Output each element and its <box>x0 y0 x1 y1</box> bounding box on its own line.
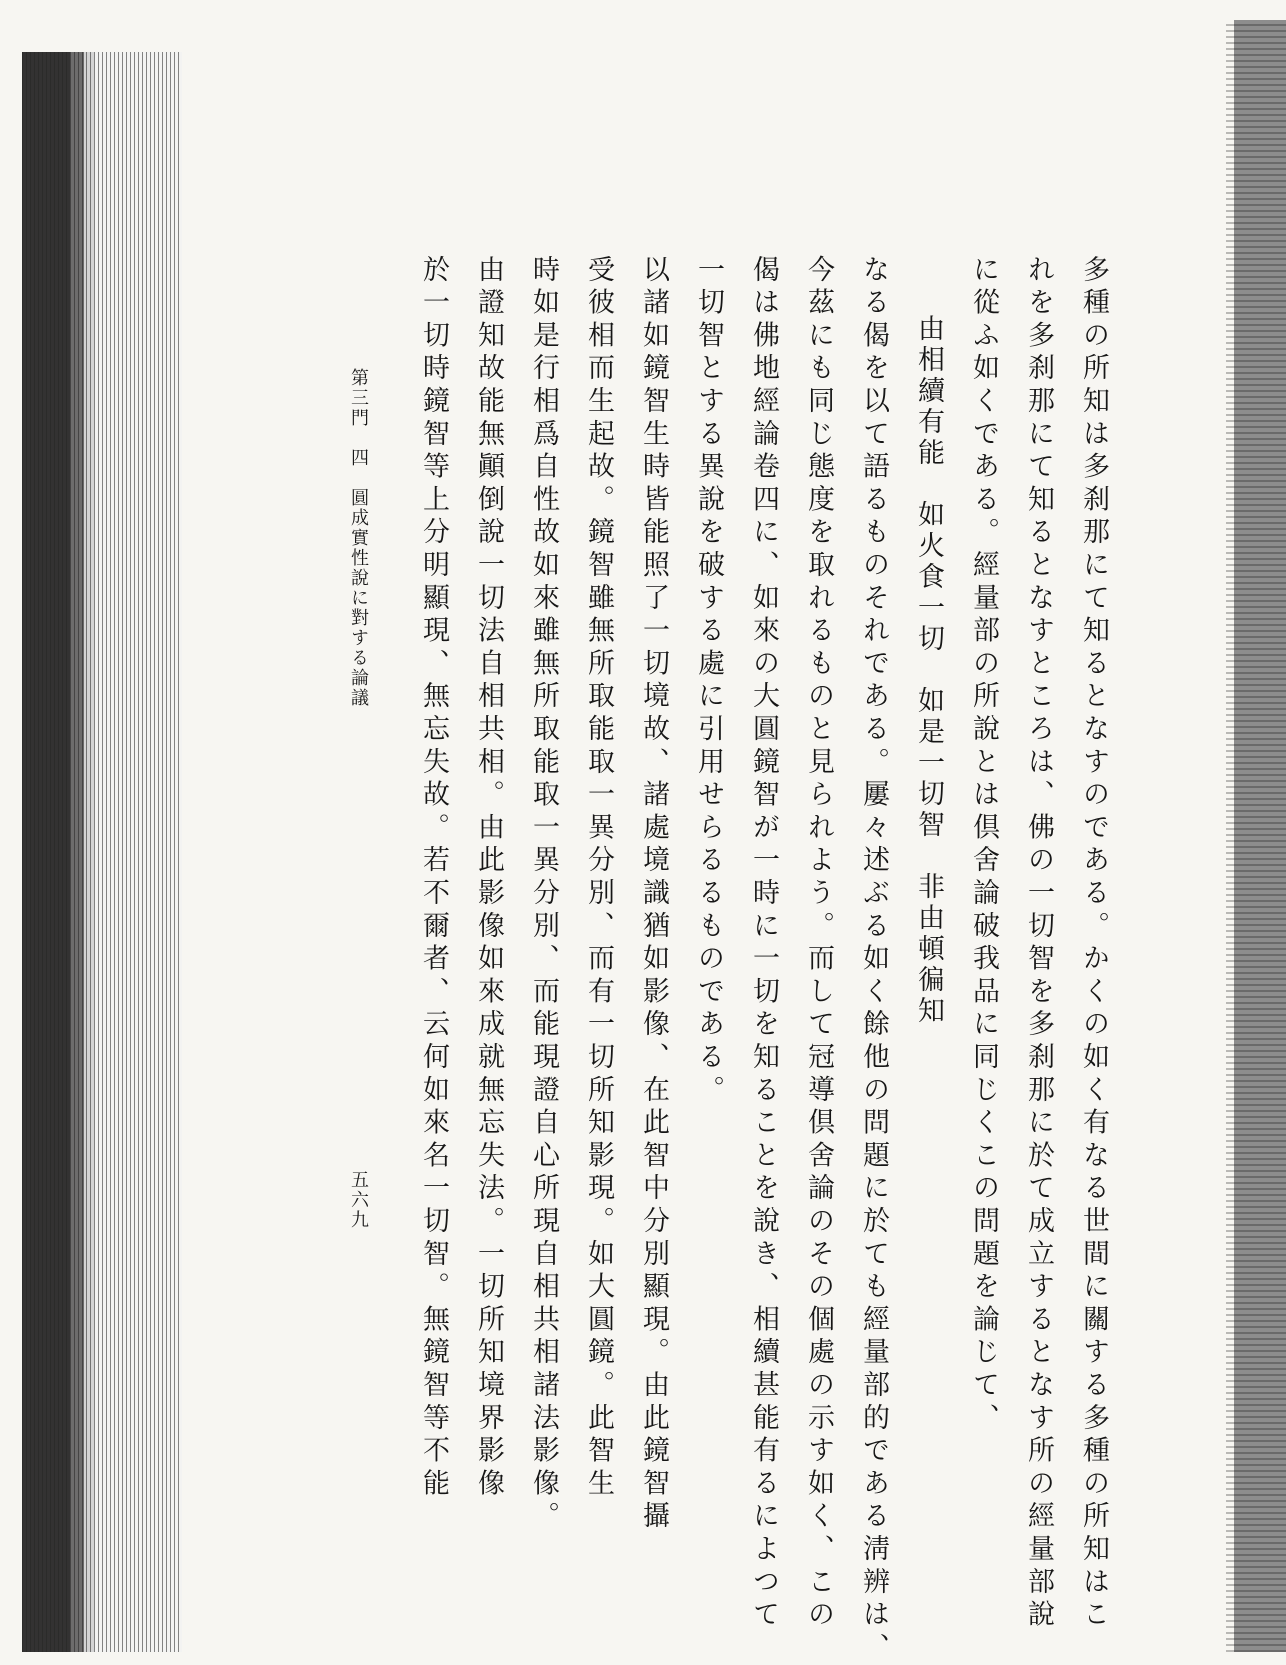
text-column-2: れを多刹那にて知るとなすところは、佛の一切智を多刹那に於て成立するとなす所の經量部說 <box>1023 255 1054 1633</box>
quote-column-4: 由證知故能無顚倒說一切法自相共相。由此影像如來成就無忘失法。一切所知境界影像 <box>473 255 504 1502</box>
page-number: 五六九 <box>348 1170 369 1230</box>
text-column-8: 一切智とする異說を破する處に引用せらるるものである。 <box>693 255 724 1108</box>
quote-column-1: 以諸如鏡智生時皆能照了一切境故、諸處境識猶如影像、在此智中分別顯現。由此鏡智攝 <box>638 255 669 1535</box>
text-column-6: 今茲にも同じ態度を取れるものと見られよう。而して冠導倶舍論のその個處の示す如く、この <box>803 255 834 1633</box>
text-column-3: に從ふ如くである。經量部の所說とは倶舍論破我品に同じくこの問題を論じて、 <box>968 255 999 1436</box>
quote-column-3: 時如是行相爲自性故如來雖無所取能取一異分別、而能現證自心所現自相共相諸法影像。 <box>528 255 559 1535</box>
running-head: 第三門 四 圓成實性說に對する論議 <box>348 368 369 708</box>
text-column-1: 多種の所知は多刹那にて知るとなすのである。かくの如く有なる世間に關する多種の所知はこ <box>1078 255 1109 1633</box>
text-column-7: 偈は佛地經論卷四に、如來の大圓鏡智が一時に一切を知ることを說き、相續甚能有るによつて <box>748 255 779 1633</box>
text-column-5: なる偈を以て語るものそれである。屢々述ぶる如く餘他の問題に於ても經量部的である淸辨は、 <box>858 255 889 1665</box>
verse-column: 由相續有能 如火食一切 如是一切智 非由頓徧知 <box>913 314 944 1027</box>
quote-column-5: 於一切時鏡智等上分明顯現、無忘失故。若不爾者、云何如來名一切智。無鏡智等不能 <box>418 255 449 1502</box>
quote-column-2: 受彼相而生起故。鏡智雖無所取能取一異分別、而有一切所知影現。如大圓鏡。此智生 <box>583 255 614 1502</box>
